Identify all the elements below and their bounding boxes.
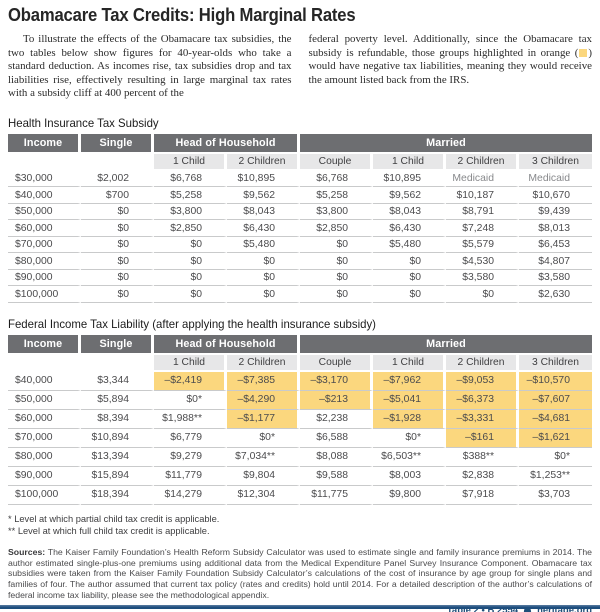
footnotes [8, 513, 592, 538]
column-group-header-single: Single [81, 335, 154, 355]
subheader-row [8, 154, 592, 171]
column-group-header-income: Income [8, 335, 81, 355]
health-insurance-subsidy-table [8, 134, 592, 303]
value-cell: $0* [373, 429, 446, 448]
value-cell: $9,439 [519, 204, 592, 221]
page-title: Obamacare Tax Credits: High Marginal Rates [8, 4, 356, 25]
income-cell: $70,000 [8, 237, 81, 254]
value-cell: $14,279 [154, 486, 227, 505]
value-cell: $9,562 [373, 187, 446, 204]
value-cell: $9,800 [373, 486, 446, 505]
value-cell: $7,034** [227, 448, 300, 467]
value-cell: $6,768 [154, 171, 227, 188]
value-cell: –$6,373 [446, 391, 519, 410]
value-cell: $11,779 [154, 467, 227, 486]
value-cell: $6,503** [373, 448, 446, 467]
value-cell: $6,430 [227, 220, 300, 237]
value-cell: $8,791 [446, 204, 519, 221]
value-cell: –$9,053 [446, 372, 519, 391]
value-cell: –$161 [446, 429, 519, 448]
value-cell: $3,344 [81, 372, 154, 391]
value-cell: $0 [154, 286, 227, 303]
table-row [8, 391, 592, 410]
table-row [8, 253, 592, 270]
value-cell: $0 [300, 237, 373, 254]
value-cell: $4,807 [519, 253, 592, 270]
income-cell: $40,000 [8, 372, 81, 391]
value-cell: Medicaid [446, 171, 519, 188]
column-subheader: 2 Children [446, 355, 519, 372]
value-cell: $5,258 [154, 187, 227, 204]
intro-right-column [309, 33, 593, 101]
value-cell: $7,248 [446, 220, 519, 237]
tax-liability-table-title: Federal Income Tax Liability (after applying the health insurance subsidy) [8, 316, 376, 331]
income-cell: $100,000 [8, 286, 81, 303]
value-cell: $0 [154, 237, 227, 254]
intro-left-column [8, 33, 292, 101]
intro-left-text: To illustrate the effects of the Obamacare tax subsidies, the two tables below show figures for 40-year-olds who take a standard deduction. As incomes rise, tax subsidies drop and tax liabilities rise, effectively resulting in large marginal tax rates with a subsidy cliff at 400 percent of the [8, 33, 292, 100]
value-cell: $0 [373, 253, 446, 270]
value-cell: –$3,331 [446, 410, 519, 429]
value-cell: $0 [227, 286, 300, 303]
value-cell: $5,258 [300, 187, 373, 204]
value-cell: Medicaid [519, 171, 592, 188]
column-group-header-married: Married [300, 134, 592, 154]
value-cell: $8,043 [227, 204, 300, 221]
value-cell: $2,238 [300, 410, 373, 429]
table-row [8, 237, 592, 254]
subheader-spacer [81, 355, 154, 372]
value-cell: $8,043 [373, 204, 446, 221]
value-cell: $10,894 [81, 429, 154, 448]
value-cell: $6,779 [154, 429, 227, 448]
value-cell: $10,895 [373, 171, 446, 188]
value-cell: –$4,681 [519, 410, 592, 429]
value-cell: $10,187 [446, 187, 519, 204]
value-cell: $8,394 [81, 410, 154, 429]
value-cell: $0 [373, 286, 446, 303]
value-cell: $3,800 [154, 204, 227, 221]
footnote-full-child-credit: ** Level at which full child tax credit is applicable. [8, 526, 210, 537]
value-cell: $0* [154, 391, 227, 410]
value-cell: $2,838 [446, 467, 519, 486]
income-cell: $80,000 [8, 448, 81, 467]
table-row [8, 270, 592, 287]
value-cell: $0 [300, 286, 373, 303]
value-cell: $5,579 [446, 237, 519, 254]
value-cell: $9,562 [227, 187, 300, 204]
value-cell: $8,013 [519, 220, 592, 237]
column-subheader: 2 Children [227, 355, 300, 372]
value-cell: –$7,385 [227, 372, 300, 391]
subheader-row [8, 355, 592, 372]
value-cell: $2,002 [81, 171, 154, 188]
column-group-header-head-of-household: Head of Household [154, 335, 300, 355]
value-cell: $5,480 [227, 237, 300, 254]
orange-highlight-swatch [579, 49, 587, 57]
value-cell: $3,703 [519, 486, 592, 505]
value-cell: $11,775 [300, 486, 373, 505]
value-cell: $8,088 [300, 448, 373, 467]
value-cell: $3,580 [446, 270, 519, 287]
value-cell: $9,804 [227, 467, 300, 486]
table-row [8, 187, 592, 204]
column-subheader: 3 Children [519, 355, 592, 372]
value-cell: $3,580 [519, 270, 592, 287]
column-group-header-income: Income [8, 134, 81, 154]
value-cell: –$1,621 [519, 429, 592, 448]
income-cell: $60,000 [8, 410, 81, 429]
value-cell: $9,588 [300, 467, 373, 486]
value-cell: $5,480 [373, 237, 446, 254]
income-cell: $30,000 [8, 171, 81, 188]
value-cell: –$213 [300, 391, 373, 410]
sources-text: The Kaiser Family Foundation’s Health Reform Subsidy Calculator was used to estimate single and family insurance premiums in 2014. The author estimated single-plus-one premiums using additional data from the Medical Expenditure Panel Survey Insurance Component. Obamacare tax subsidies were taken from the Kaiser Family Foundation Subsidy Calculator’s calculations of the cost of insurance by age group for single plans and families of four. The author assumed that current tax policy (rates and credits) hold until 2014. For a detailed description of the author’s calculations of federal income tax liability, please see the methodological appendix. [8, 546, 592, 600]
value-cell: $0 [446, 286, 519, 303]
income-cell: $50,000 [8, 204, 81, 221]
value-cell: $2,850 [300, 220, 373, 237]
table-row [8, 429, 592, 448]
income-cell: $50,000 [8, 391, 81, 410]
value-cell: $0 [154, 270, 227, 287]
value-cell: $0 [81, 270, 154, 287]
value-cell: $6,768 [300, 171, 373, 188]
table-row [8, 467, 592, 486]
value-cell: $0 [300, 270, 373, 287]
value-cell: $10,670 [519, 187, 592, 204]
table-row [8, 220, 592, 237]
value-cell: $0 [81, 253, 154, 270]
group-header-row [8, 134, 592, 154]
value-cell: –$4,290 [227, 391, 300, 410]
value-cell: –$5,041 [373, 391, 446, 410]
column-subheader: 1 Child [154, 154, 227, 171]
column-subheader: 2 Children [227, 154, 300, 171]
subheader-spacer [8, 154, 81, 171]
income-cell: $60,000 [8, 220, 81, 237]
value-cell: $388** [446, 448, 519, 467]
value-cell: $9,279 [154, 448, 227, 467]
intro-right-text-after: ) would have negative tax liabilities, meaning they would receive the amount listed back from the IRS. [308, 46, 592, 86]
footnote-partial-child-credit: * Level at which partial child tax credit is applicable. [8, 513, 220, 524]
table-row [8, 171, 592, 188]
income-cell: $80,000 [8, 253, 81, 270]
column-group-header-single: Single [81, 134, 154, 154]
sources-note [8, 547, 592, 601]
value-cell: $10,895 [227, 171, 300, 188]
value-cell: –$1,177 [227, 410, 300, 429]
value-cell: $6,430 [373, 220, 446, 237]
column-subheader: 1 Child [373, 355, 446, 372]
value-cell: $13,394 [81, 448, 154, 467]
subsidy-table-title: Health Insurance Tax Subsidy [8, 115, 159, 130]
income-cell: $100,000 [8, 486, 81, 505]
value-cell: $8,003 [373, 467, 446, 486]
value-cell: $0 [227, 253, 300, 270]
value-cell: $0 [81, 220, 154, 237]
column-subheader: Couple [300, 355, 373, 372]
value-cell: $7,918 [446, 486, 519, 505]
table-row [8, 286, 592, 303]
value-cell: $0 [300, 253, 373, 270]
intro-right-text-before: federal poverty level. Additionally, since the Obamacare tax subsidy is refundable, those groups highlighted in orange ( [308, 33, 592, 59]
value-cell: $12,304 [227, 486, 300, 505]
value-cell: –$2,419 [154, 372, 227, 391]
value-cell: $4,530 [446, 253, 519, 270]
column-group-header-head-of-household: Head of Household [154, 134, 300, 154]
column-subheader: 1 Child [373, 154, 446, 171]
value-cell: –$3,170 [300, 372, 373, 391]
income-cell: $90,000 [8, 270, 81, 287]
subheader-spacer [81, 154, 154, 171]
income-cell: $90,000 [8, 467, 81, 486]
value-cell: $6,453 [519, 237, 592, 254]
table-row [8, 410, 592, 429]
value-cell: $2,850 [154, 220, 227, 237]
value-cell: $0 [154, 253, 227, 270]
value-cell: –$10,570 [519, 372, 592, 391]
column-subheader: Couple [300, 154, 373, 171]
subheader-spacer [8, 355, 81, 372]
value-cell: $18,394 [81, 486, 154, 505]
value-cell: $2,630 [519, 286, 592, 303]
intro-text [8, 33, 592, 101]
value-cell: $0 [81, 204, 154, 221]
table-row [8, 448, 592, 467]
column-subheader: 1 Child [154, 355, 227, 372]
value-cell: $5,894 [81, 391, 154, 410]
value-cell: –$7,962 [373, 372, 446, 391]
value-cell: $0 [81, 286, 154, 303]
table-row [8, 486, 592, 505]
value-cell: $0* [519, 448, 592, 467]
column-subheader: 3 Children [519, 154, 592, 171]
income-cell: $40,000 [8, 187, 81, 204]
value-cell: $700 [81, 187, 154, 204]
value-cell: $1,253** [519, 467, 592, 486]
value-cell: $1,988** [154, 410, 227, 429]
value-cell: $15,894 [81, 467, 154, 486]
table-row [8, 204, 592, 221]
group-header-row [8, 335, 592, 355]
value-cell: –$7,607 [519, 391, 592, 410]
value-cell: $0 [373, 270, 446, 287]
sources-label: Sources: [8, 546, 46, 557]
value-cell: –$1,928 [373, 410, 446, 429]
value-cell: $3,800 [300, 204, 373, 221]
column-group-header-married: Married [300, 335, 592, 355]
value-cell: $0* [227, 429, 300, 448]
value-cell: $0 [81, 237, 154, 254]
column-subheader: 2 Children [446, 154, 519, 171]
table-row [8, 372, 592, 391]
income-cell: $70,000 [8, 429, 81, 448]
federal-tax-liability-table [8, 335, 592, 505]
value-cell: $0 [227, 270, 300, 287]
bottom-rule [0, 605, 600, 609]
value-cell: $6,588 [300, 429, 373, 448]
